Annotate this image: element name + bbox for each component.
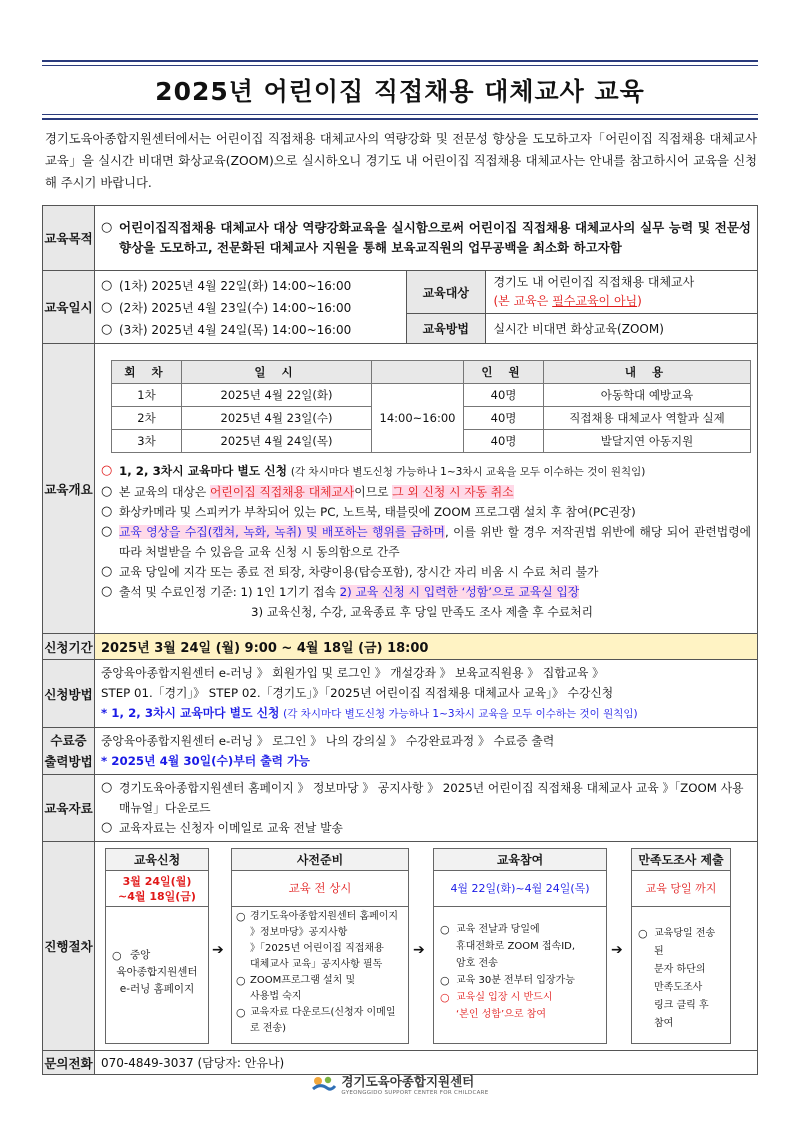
material-item-2: ○ 교육자료는 신청자 이메일로 교육 전날 발송 xyxy=(101,818,751,838)
footer-name-en: GYEONGGIDO SUPPORT CENTER FOR CHILDCARE xyxy=(341,1090,489,1096)
circle-bullet-icon: ○ xyxy=(101,220,113,235)
label-schedule: 교육일시 xyxy=(43,271,95,344)
arrow-right-icon: ➔ xyxy=(413,942,425,958)
circle-bullet-icon: ○ xyxy=(236,1006,246,1019)
circle-bullet-icon: ○ xyxy=(101,277,113,293)
circle-bullet-icon: ○ xyxy=(236,910,246,923)
row-contact xyxy=(43,1051,758,1075)
row-process xyxy=(43,842,758,1051)
note-2: ○ 본 교육의 대상은 어린이집 직접채용 대체교사이므로 그 외 신청 시 자동 취소 xyxy=(101,482,751,502)
apply-line-3: * 1, 2, 3차시 교육마다 별도 신청 (각 차시마다 별도신청 가능하나 1~3차시 교육을 모두 이수하는 것이 원칙임) xyxy=(101,706,638,720)
process-step-apply: 교육신청 3월 24일(월) ~4월 18일(금) ○ 중앙 육아종합지원센터 e-러닝 홈페이지 xyxy=(105,848,209,1044)
row-certificate xyxy=(43,728,758,775)
row-apply xyxy=(43,660,758,728)
period-text: 2025년 3월 24일 (월) 9:00 ~ 4월 18일 (금) 18:00 xyxy=(95,634,758,660)
page-title: 2025년 어린이집 직접채용 대체교사 교육 xyxy=(155,77,645,106)
circle-bullet-icon: ○ xyxy=(101,780,113,795)
arrow-right-icon: ➔ xyxy=(611,942,623,958)
table-row: 2차 2025년 4월 23일(수) 40명 직접채용 대체교사 역할과 실제 xyxy=(112,407,751,430)
arrow-right-icon: ➔ xyxy=(212,942,224,958)
session-3: ○ (3차) 2025년 4월 24일(목) 14:00~16:00 xyxy=(101,321,352,337)
circle-bullet-icon: ○ xyxy=(101,524,113,539)
overview-notes xyxy=(99,461,751,622)
circle-bullet-icon: ○ xyxy=(440,991,450,1004)
circle-bullet-icon: ○ xyxy=(638,927,648,940)
certificate-line-2: * 2025년 4월 30일(수)부터 출력 가능 xyxy=(101,754,310,768)
note-6-sub: 3) 교육신청, 수강, 교육종료 후 당일 만족도 조사 제출 후 수료처리 xyxy=(251,605,594,619)
target-text: 경기도 내 어린이집 직접채용 대체교사 xyxy=(493,275,695,289)
note-5: ○ 교육 당일에 지각 또는 종료 전 퇴장, 차량이용(탑승포함), 장시간 자리 비움 시 수료 처리 불가 xyxy=(101,562,751,582)
apply-line-2: STEP 01.「경기」》 STEP 02.「경기도」》「2025년 어린이집 직접채용 대체교사 교육」》 수강신청 xyxy=(101,686,614,700)
center-logo-icon xyxy=(311,1073,337,1095)
certificate-line-1: 중앙육아종합지원센터 e-러닝 》 로그인 》 나의 강의실 》 수강완료과정 》 수료증 출력 xyxy=(101,734,555,748)
row-period xyxy=(43,634,758,660)
note-3: ○ 화상카메라 및 스피커가 부착되어 있는 PC, 노트북, 태블릿에 ZOOM 프로그램 설치 후 참여(PC권장) xyxy=(101,502,751,522)
info-table xyxy=(42,205,758,1075)
target-note: (본 교육은 필수교육이 아님) xyxy=(493,294,642,308)
label-apply: 신청방법 xyxy=(43,660,95,728)
title-bar xyxy=(42,60,758,120)
process-step-participate: 교육참여 4월 22일(화)~4월 24일(목) ○ 교육 전날과 당일에 휴대전화로 ZOOM 접속ID, 암호 전송 ○ 교육 30분 전부터 입장가능 ○ 교육실 입장 시 반드시 ‘본인 성함’으로 참여 xyxy=(433,848,607,1044)
label-target: 교육대상 xyxy=(407,271,485,314)
label-period: 신청기간 xyxy=(43,634,95,660)
row-schedule xyxy=(43,271,758,344)
note-1: ○ 1, 2, 3차시 교육마다 별도 신청 (각 차시마다 별도신청 가능하나 1~3차시 교육을 모두 이수하는 것이 원칙임) xyxy=(101,461,751,482)
row-material xyxy=(43,775,758,842)
apply-line-1: 중앙육아종합지원센터 e-러닝 》 회원가입 및 로그인 》 개설강좌 》 보육교직원용 》 집합교육 》 xyxy=(101,666,604,680)
circle-bullet-icon: ○ xyxy=(101,463,113,478)
label-material: 교육자료 xyxy=(43,775,95,842)
circle-bullet-icon: ○ xyxy=(101,564,113,579)
overview-time: 14:00~16:00 xyxy=(372,384,464,453)
circle-bullet-icon: ○ xyxy=(112,949,122,962)
method-text: 실시간 비대면 화상교육(ZOOM) xyxy=(493,322,664,336)
session-1: ○ (1차) 2025년 4월 22일(화) 14:00~16:00 xyxy=(101,277,352,293)
intro-text: 경기도육아종합지원센터에서는 어린이집 직접채용 대체교사의 역량강화 및 전문성 향상을 도모하고자「어린이집 직접채용 대체교사 교육」을 실시간 비대면 화상교육(ZOOM)으로 실시하오니 경기도 내 어린이집 직접채용 대체교사는 안내를 참고하시어 교육을 신청해 주시기 바랍니다. xyxy=(45,132,757,190)
label-contact: 문의전화 xyxy=(43,1051,95,1075)
label-method: 교육방법 xyxy=(407,314,485,344)
circle-bullet-icon: ○ xyxy=(440,923,450,936)
label-overview: 교육개요 xyxy=(43,344,95,634)
circle-bullet-icon: ○ xyxy=(101,484,113,499)
label-process: 진행절차 xyxy=(43,842,95,1051)
purpose-text: 어린이집직접채용 대체교사 대상 역량강화교육을 실시함으로써 어린이집 직접채용 대체교사의 실무 능력 및 전문성 향상을 도모하고, 전문화된 대체교사 지원을 통해 보육교직원의 업무공백을 최소화 하고자함 xyxy=(119,220,751,255)
footer-name: 경기도육아종합지원센터 xyxy=(341,1074,475,1089)
process-flow xyxy=(95,842,757,1050)
table-row: 1차 2025년 4월 22일(화) 14:00~16:00 40명 아동학대 예방교육 xyxy=(112,384,751,407)
contact-text: 070-4849-3037 (담당자: 안유나) xyxy=(95,1051,758,1075)
circle-bullet-icon: ○ xyxy=(101,321,113,337)
overview-table xyxy=(111,360,751,453)
overview-header-row: 회 차 일 시 인 원 내 용 xyxy=(112,361,751,384)
note-4: ○ 교육 영상을 수집(캡쳐, 녹화, 녹취) 및 배포하는 행위를 금하며, 이를 위반 할 경우 저작권법 위반에 해당 되어 관련법령에 따라 처벌받을 수 있음을 교육 신청 시 동의함으로 간주 xyxy=(101,522,751,562)
circle-bullet-icon: ○ xyxy=(101,820,113,835)
label-purpose: 교육목적 xyxy=(43,206,95,271)
material-item-1: ○ 경기도육아종합지원센터 홈페이지 》 정보마당 》 공지사항 》 2025년 어린이집 직접채용 대체교사 교육 》「ZOOM 사용 매뉴얼」다운로드 xyxy=(101,778,751,818)
note-6: ○ 출석 및 수료인정 기준: 1) 1인 1기기 접속 2) 교육 신청 시 입력한 ‘성함’으로 교육실 입장 xyxy=(101,582,751,602)
process-step-survey: 만족도조사 제출 교육 당일 까지 ○ 교육당일 전송된 문자 하단의 만족도조사 링크 클릭 후 참여 xyxy=(631,848,731,1044)
footer-logo xyxy=(0,1072,800,1096)
row-purpose xyxy=(43,206,758,271)
circle-bullet-icon: ○ xyxy=(236,974,246,987)
session-2: ○ (2차) 2025년 4월 23일(수) 14:00~16:00 xyxy=(101,299,352,315)
row-overview xyxy=(43,344,758,634)
table-row: 3차 2025년 4월 24일(목) 40명 발달지연 아동지원 xyxy=(112,430,751,453)
circle-bullet-icon: ○ xyxy=(101,584,113,599)
circle-bullet-icon: ○ xyxy=(440,974,450,987)
circle-bullet-icon: ○ xyxy=(101,299,113,315)
process-step-prepare: 사전준비 교육 전 상시 ○ 경기도육아종합지원센터 홈페이지 》정보마당》공지사항 》「2025년 어린이집 직접채용 대체교사 교육」공지사항 필독 ○ ZOOM프로그램 설치 및 사용법 숙지 ○ 교육자료 다운로드(신청자 이메일 로 전송) xyxy=(231,848,409,1044)
circle-bullet-icon: ○ xyxy=(101,504,113,519)
label-certificate: 수료증 출력방법 xyxy=(43,728,95,775)
